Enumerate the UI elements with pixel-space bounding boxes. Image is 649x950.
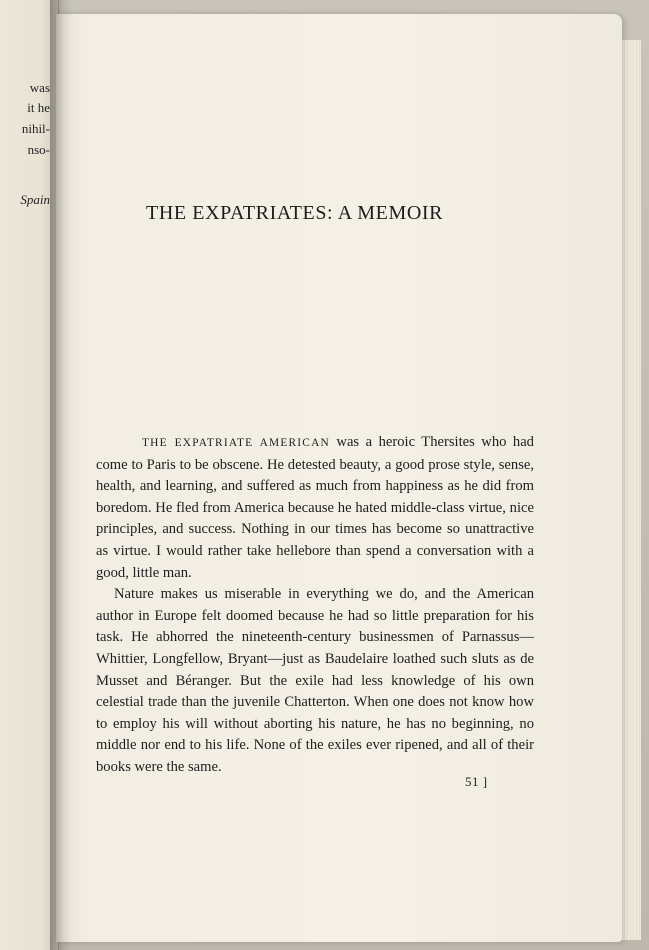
left-page-fragment: nihil- — [21, 121, 50, 136]
page-number: 51 ] — [465, 774, 488, 789]
left-page-fragment: Spain — [20, 192, 50, 207]
paragraph-1 — [96, 432, 534, 584]
lead-small-caps: THE EXPATRIATE AMERICAN — [142, 437, 330, 449]
body-text — [96, 432, 534, 779]
book-gutter-shadow — [50, 0, 72, 950]
paragraph-2: Nature makes us miserable in everything we do, and the American author in Europe felt doomed because he had so little preparation for his task. He abhorred the nineteenth-century businessmen of Parnassus—Whittier, Longfellow, Bryant—just as Baudelaire loathed such sluts as de Musset and Béranger. But the exile had less knowledge of his own celestial trade than the juvenile Chatterton. When one does not know how to employ his will without aborting his nature, he has no beginning, no middle nor end to his life. None of the exiles ever ripened, and all of their books were the same. — [96, 586, 534, 775]
chapter-title: THE EXPATRIATES: A MEMOIR — [146, 202, 444, 224]
left-page-fragment: it he — [27, 100, 50, 115]
left-page-fragment: nso- — [27, 142, 50, 157]
paragraph-1-text: was a heroic Thersites who had come to Paris to be obscene. He detested beauty, a good prose style, sense, health, and learning, and suffered as much from happiness as he did from boredom. He fled from America because he hated middle-class virtue, nice principles, and success. Nothing in our times has become so unattractive as virtue. I would rather take hellebore than spend a conversation with a good, little man. — [96, 434, 534, 581]
left-page-fragment: was — [29, 80, 50, 95]
